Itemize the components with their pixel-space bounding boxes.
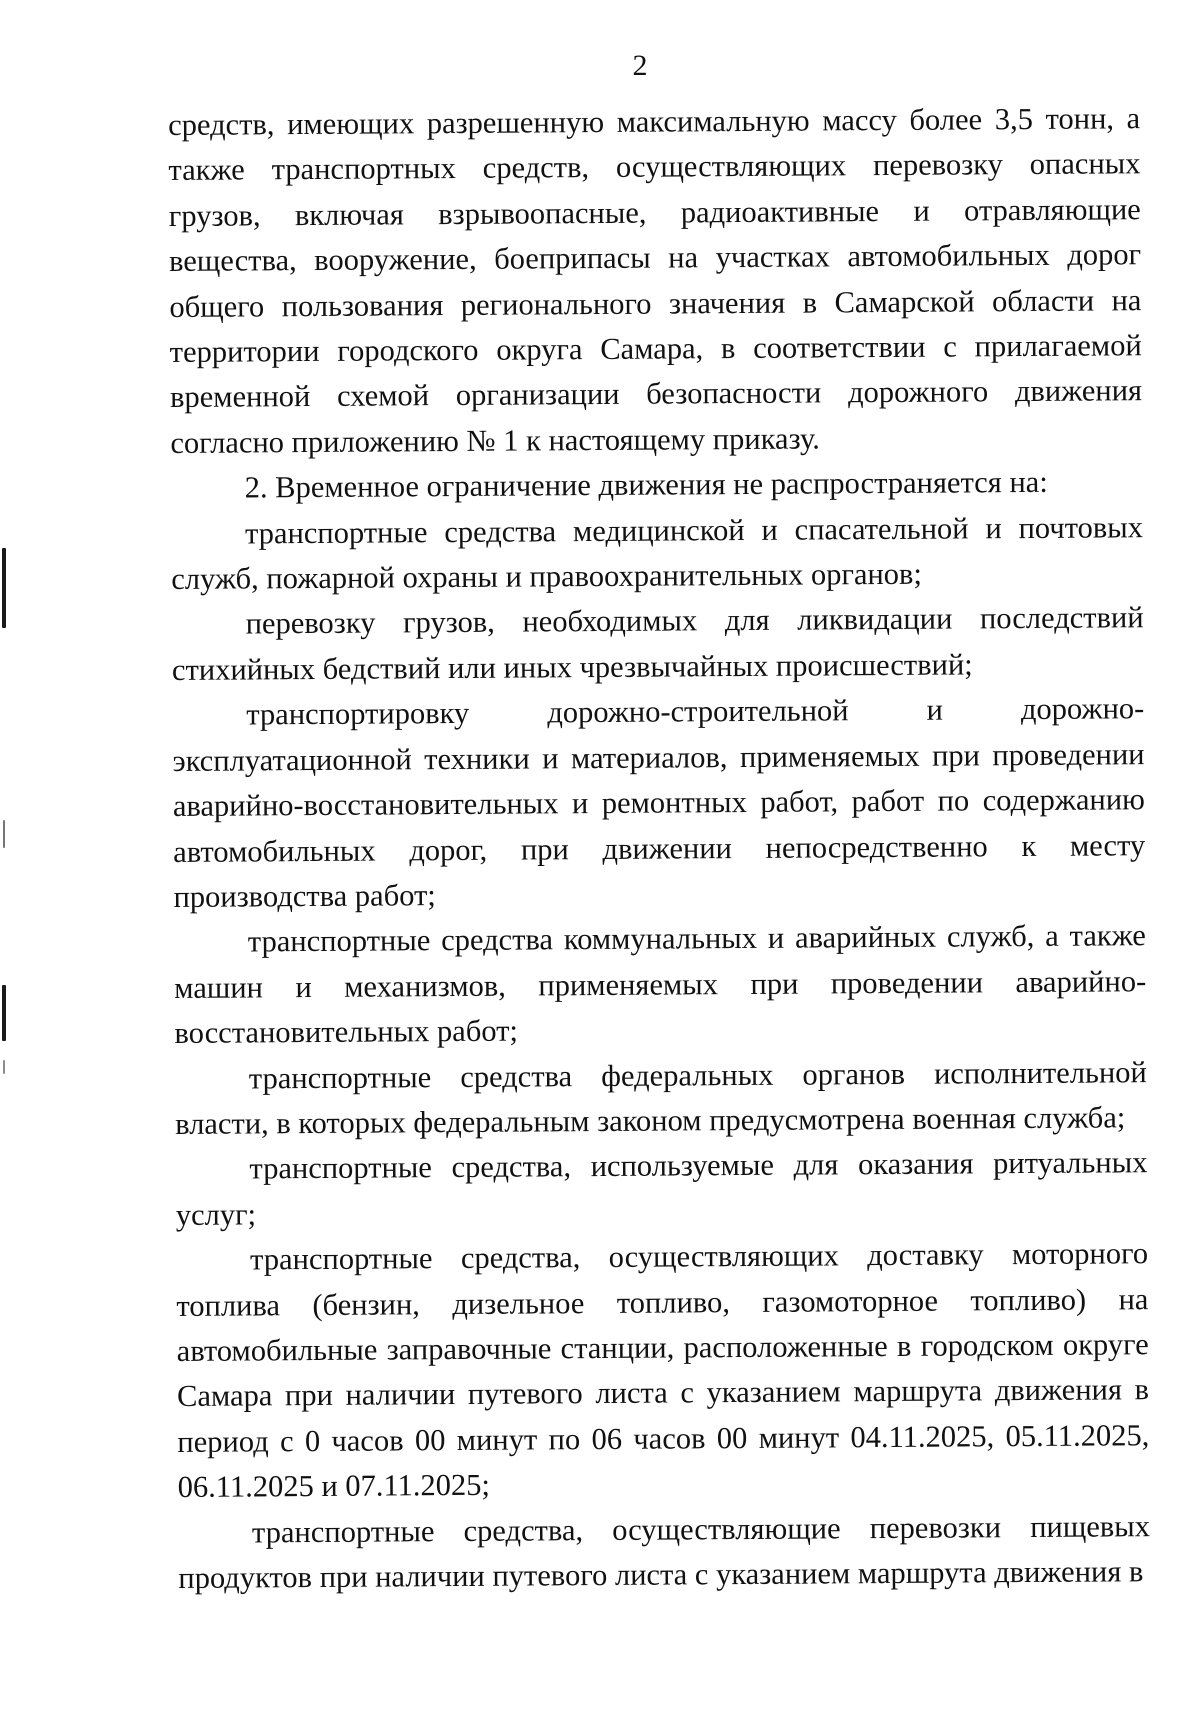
paragraph-exemption-federal-bodies: транспортные средства федеральных органов исполнительной власти, в которых федеральным законом предусмотрена военная служба;: [175, 1054, 1147, 1141]
paragraph-intro-continuation: средств, имеющих разрешенную максимальную массу более 3,5 тонн, а также транспортных средств, осуществляющих перевозку опасных грузов, включая взрывоопасные, радиоактивные и отравляющие вещества, вооружение, боеприпасы на участках автомобильных дорог общего пользования регионального значения в Самарской области на территории городского округа Самара, в соответствии с прилагаемой временной схемой организации безопасности дорожного движения согласно приложению № 1 к настоящему приказу.: [168, 101, 1143, 460]
paragraph-exemption-disaster-cargo: перевозку грузов, необходимых для ликвидации последствий стихийных бедствий или иных чрезвычайных происшествий;: [171, 600, 1144, 687]
scan-artifact-mark: [2, 985, 6, 1041]
paragraph-exemption-emergency-services: транспортные средства медицинской и спасательной и почтовых служб, пожарной охраны и правоохранительных органов;: [171, 509, 1144, 597]
paragraph-exemption-funeral-services: транспортные средства, используемые для оказания ритуальных услуг;: [175, 1145, 1148, 1232]
scan-artifact-mark: [3, 1060, 5, 1074]
paragraph-clause-2: 2. Временное ограничение движения не распространяется на:: [244, 465, 1048, 505]
paragraph-exemption-road-equipment: транспортировку дорожно-строительной и дорожно-эксплуатационной техники и материалов, применяемых при проведении аварийно-восстановительных и ремонтных работ, работ по содержанию автомобильных дорог, при движении непосредственно к месту производства работ;: [172, 691, 1146, 914]
document-body: [168, 96, 1150, 1601]
page-number: 2: [632, 49, 648, 82]
paragraph-exemption-food-transport: транспортные средства, осуществляющие перевозки пищевых продуктов при наличии путевого листа с указанием маршрута движения в: [178, 1508, 1151, 1595]
paragraph-exemption-fuel-delivery: транспортные средства, осуществляющих доставку моторного топлива (бензин, дизельное топливо, газомоторное топливо) на автомобильные заправочные станции, расположенные в городском округе Самара при наличии путевого листа с указанием маршрута движения в период с 0 часов 00 минут по 06 часов 00 минут 04.11.2025, 05.11.2025, 06.11.2025 и 07.11.2025;: [176, 1236, 1150, 1505]
paragraph-exemption-utility-services: транспортные средства коммунальных и аварийных служб, а также машин и механизмов, применяемых при проведении аварийно-восстановительных работ;: [174, 918, 1147, 1051]
scan-artifact-mark: [3, 820, 5, 848]
scan-artifact-mark: [2, 548, 6, 628]
